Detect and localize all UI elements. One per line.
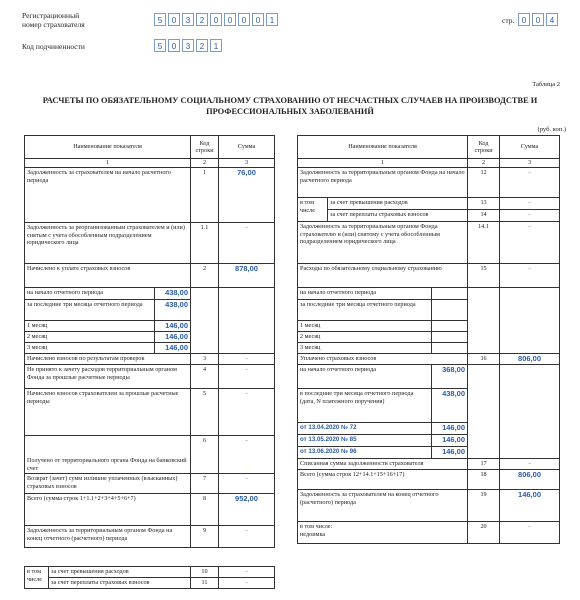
sub-digit-cell: 1 <box>210 39 222 52</box>
col-header-name: Наименование показателя <box>25 136 191 159</box>
col-number: 3 <box>500 159 560 168</box>
page-label: стр. <box>502 16 515 25</box>
reg-digit-cell: 0 <box>168 13 180 26</box>
left-table-sub <box>24 566 275 589</box>
col-number: 1 <box>25 159 191 168</box>
left-table <box>24 135 275 548</box>
subordination-cells <box>154 39 224 52</box>
table-row: за счет переплаты страховых взносов 11 - <box>25 578 275 589</box>
page-title: РАСЧЕТЫ ПО ОБЯЗАТЕЛЬНОМУ СОЦИАЛЬНОМУ СТРАХОВАНИЮ ОТ НЕСЧАСТНЫХ СЛУЧАЕВ НА ПРОИЗВОДСТВЕ И ПРОФЕССИОНАЛЬНЫХ ЗАБОЛЕВАНИЙ <box>42 96 538 116</box>
sub-digit-cell: 0 <box>168 39 180 52</box>
reg-number-cells <box>154 13 280 26</box>
table-row: Задолженность за реорганизованным страхователем и (или) снятым с учета обособленным подразделением юридического лица 1.1 - <box>25 223 275 264</box>
sub-digit-cell: 2 <box>196 39 208 52</box>
col-number: 3 <box>219 159 275 168</box>
sub-digit-cell: 3 <box>182 39 194 52</box>
table-row: от 13.04.2020 № 72 146,00 <box>298 423 560 435</box>
table-row: 1 месяц <box>298 321 560 332</box>
reg-digit-cell: 0 <box>252 13 264 26</box>
table-row: в том числе за счет превышения расходов 13 - <box>298 198 560 210</box>
page-digit-cell: 4 <box>546 13 558 26</box>
table-row: на начало отчетного периода 438,00 <box>25 288 275 300</box>
units-note: (руб. коп.) <box>537 126 566 133</box>
table-row: 3 месяц <box>298 343 560 354</box>
sub-digit-cell: 5 <box>154 39 166 52</box>
table-row: Задолженность за территориальным органом Фонда на конец отчетного (расчетного) периода 9 - <box>25 526 275 548</box>
reg-digit-cell: 0 <box>238 13 250 26</box>
col-number: 2 <box>468 159 500 168</box>
table-row: за счет переплаты страховых взносов 14 - <box>298 210 560 222</box>
page-digit-cell: 0 <box>532 13 544 26</box>
col-number: 2 <box>191 159 219 168</box>
col-header-code: Код строки <box>191 136 219 159</box>
page-number-cells <box>518 13 560 26</box>
table-row: Задолженность за территориальным органом Фонда на начало расчетного периода 12 - <box>298 168 560 198</box>
table-number: Таблица 2 <box>532 81 560 88</box>
reg-digit-cell: 2 <box>196 13 208 26</box>
table-row: 3 месяц 146,00 <box>25 343 275 354</box>
table-row: Получено от территориального органа Фонда на банковский счет 6 - <box>25 436 275 474</box>
table-row: 1 месяц 146,00 <box>25 321 275 332</box>
table-row: в том числе за счет превышения расходов 10 - <box>25 567 275 578</box>
col-header-name: Наименование показателя <box>298 136 468 159</box>
subordination-label: Код подчиненности <box>22 42 85 51</box>
table-row: от 13.06.2020 № 96 146,00 <box>298 447 560 459</box>
table-row: Задолженность за территориальным органом Фонда страхователю и (или) снятому с учета обособленным подразделением юридического лица 14.1 - <box>298 222 560 264</box>
col-header-sum: Сумма <box>500 136 560 159</box>
reg-digit-cell: 3 <box>182 13 194 26</box>
table-row: Расходы по обязательному социальному страхованию 15 - <box>298 264 560 288</box>
table-row: в том числе: недоимка 20 - <box>298 522 560 544</box>
col-header-code: Код строки <box>468 136 500 159</box>
table-row: Задолженность за страхователем на начало расчетного периода 1 76,00 <box>25 168 275 223</box>
table-row: на начало отчетного периода 368,00 <box>298 365 560 389</box>
table-row: Всего (сумма строк 12+14.1+15+16+17) 18 806,00 <box>298 470 560 490</box>
table-row: Уплачено страховых взносов 16 806,00 <box>298 354 560 365</box>
col-header-sum: Сумма <box>219 136 275 159</box>
reg-digit-cell: 0 <box>224 13 236 26</box>
table-row: Возврат (зачет) сумм излишне уплаченных (взысканных) страховых взносов 7 - <box>25 474 275 494</box>
table-row: Списанная сумма задолженности страхователя 17 - <box>298 459 560 470</box>
right-table <box>297 135 560 544</box>
table-row: Начислено взносов страхователем за прошлые расчетные периоды 5 - <box>25 389 275 436</box>
reg-digit-cell: 0 <box>210 13 222 26</box>
table-row: 2 месяц 146,00 <box>25 332 275 343</box>
table-row: Задолженность за страхователем на конец отчетного (расчетного) периода 19 146,00 <box>298 490 560 522</box>
table-row: на начало отчетного периода <box>298 288 560 300</box>
table-row: в последние три месяца отчетного периода (дата, N платежного поручения) 438,00 <box>298 389 560 423</box>
page-digit-cell: 0 <box>518 13 530 26</box>
table-row: за последние три месяца отчетного периода 438,00 <box>25 300 275 321</box>
reg-digit-cell: 5 <box>154 13 166 26</box>
reg-digit-cell: 1 <box>266 13 278 26</box>
table-row: Всего (сумма строк 1+1.1+2+3+4+5+6+7) 8 952,00 <box>25 494 275 526</box>
table-row: от 13.05.2020 № 85 146,00 <box>298 435 560 447</box>
table-row: за последние три месяца отчетного периода <box>298 300 560 321</box>
col-number: 1 <box>298 159 468 168</box>
reg-number-label: Регистрационный номер страхователя <box>22 11 85 29</box>
table-row: Не принято к зачету расходов территориальным органом Фонда за прошлые расчетные периоды 4 - <box>25 365 275 389</box>
table-row: Начислено взносов по результатам проверок 3 - <box>25 354 275 365</box>
table-row: 2 месяц <box>298 332 560 343</box>
table-row: Начислено к уплате страховых взносов 2 878,00 <box>25 264 275 288</box>
